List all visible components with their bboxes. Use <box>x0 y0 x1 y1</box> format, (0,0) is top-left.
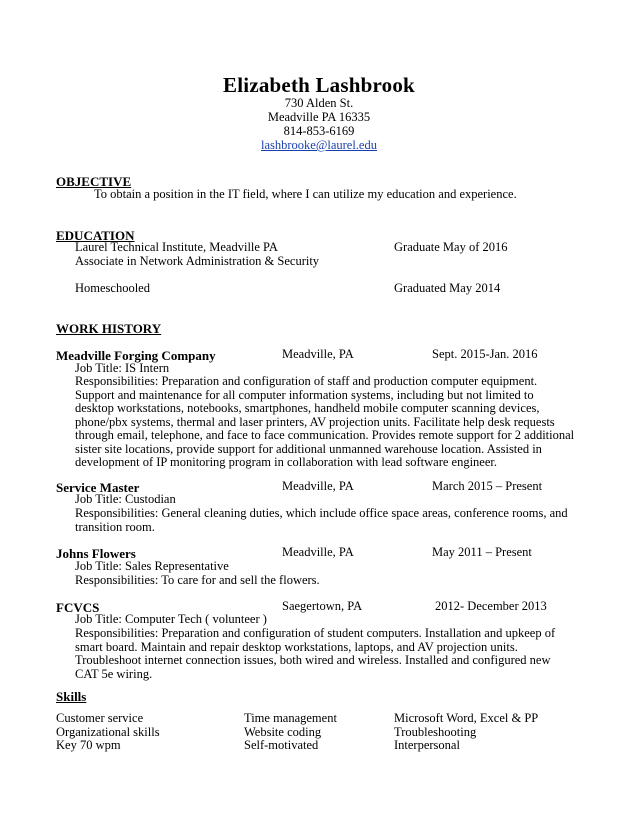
job-title: Job Title: Sales Representative <box>75 559 229 573</box>
job-location: Saegertown, PA <box>282 599 363 613</box>
job-responsibilities-line: sister site locations, provide support for additional unmanned warehouse location. Assisted in <box>75 441 542 456</box>
job-responsibilities-line: Responsibilities: Preparation and configuration of student computers. Installation and upkeep of <box>75 626 556 640</box>
address-line-2: Meadville PA 16335 <box>267 110 371 124</box>
education-date: Graduate May of 2016 <box>394 240 508 254</box>
job-dates: Sept. 2015-Jan. 2016 <box>432 347 538 361</box>
skill-item: Key 70 wpm <box>56 738 121 752</box>
job-company: Johns Flowers <box>56 546 136 561</box>
education-date: Graduated May 2014 <box>394 281 501 295</box>
skill-item: Website coding <box>244 724 322 739</box>
job-responsibilities-line: smart board. Maintain and repair desktop workstations, laptops, and AV projection units. <box>75 639 518 654</box>
job-title: Job Title: Computer Tech ( volunteer ) <box>75 612 267 626</box>
job-responsibilities-line: phone/pbx systems, thermal and laser printers, AV projection units. Facilitate help desk requests <box>75 414 555 429</box>
education-school: Homeschooled <box>75 281 150 295</box>
skill-item: Customer service <box>56 711 144 725</box>
job-location: Meadville, PA <box>282 479 354 493</box>
job-responsibilities-line: desktop workstations, notebooks, smartphones, handheld mobile computer scanning devices, <box>75 401 540 415</box>
job-responsibilities-line: Responsibilities: General cleaning duties, which include office space areas, conference rooms, and <box>75 506 568 520</box>
job-title: Job Title: IS Intern <box>75 361 170 375</box>
job-title: Job Title: Custodian <box>75 492 176 506</box>
address-line-1: 730 Alden St. <box>284 96 354 110</box>
job-responsibilities-line: Responsibilities: To care for and sell the flowers. <box>75 572 320 587</box>
skill-item: Troubleshooting <box>394 724 477 739</box>
job-responsibilities-line: Responsibilities: Preparation and configuration of staff and production computer equipment. <box>75 374 538 388</box>
phone-number: 814-853-6169 <box>283 124 355 138</box>
skill-item: Microsoft Word, Excel & PP <box>394 711 539 725</box>
skill-item: Organizational skills <box>56 724 160 739</box>
skill-item: Time management <box>244 711 337 725</box>
job-responsibilities-line: CAT 5e wiring. <box>75 666 153 681</box>
objective-text: To obtain a position in the IT field, where I can utilize my education and experience. <box>94 187 517 201</box>
work-history-heading: WORK HISTORY <box>56 321 162 336</box>
objective-heading: OBJECTIVE <box>56 174 132 189</box>
email-link[interactable]: lashbrooke@laurel.edu <box>261 138 377 152</box>
job-location: Meadville, PA <box>282 545 354 559</box>
resume-name: Elizabeth Lashbrook <box>223 73 415 97</box>
skills-heading: Skills <box>56 689 87 704</box>
job-responsibilities-line: Troubleshoot internet connection issues, both wired and wireless. Installed and configured new <box>75 653 551 667</box>
skill-item: Interpersonal <box>394 738 460 752</box>
skill-item: Self-motivated <box>244 738 319 752</box>
education-school: Laurel Technical Institute, Meadville PA <box>75 240 278 254</box>
job-responsibilities-line: Support and maintenance for all computer information systems, including but not limited to <box>75 387 534 402</box>
job-location: Meadville, PA <box>282 347 354 361</box>
job-responsibilities-line: through email, telephone, and face to face communication. Provides remote support for 2 additional <box>75 428 575 442</box>
job-company: Service Master <box>56 480 140 495</box>
job-dates: March 2015 – Present <box>432 479 543 493</box>
job-company: FCVCS <box>56 600 100 615</box>
job-responsibilities-line: development of IP monitoring program in collaboration with lead software engineer. <box>75 455 497 469</box>
job-dates: May 2011 – Present <box>432 545 532 559</box>
education-degree: Associate in Network Administration & Security <box>75 254 320 268</box>
education-heading: EDUCATION <box>56 228 135 243</box>
job-responsibilities-line: transition room. <box>75 519 155 534</box>
job-company: Meadville Forging Company <box>56 348 216 363</box>
job-dates: 2012- December 2013 <box>435 599 547 613</box>
